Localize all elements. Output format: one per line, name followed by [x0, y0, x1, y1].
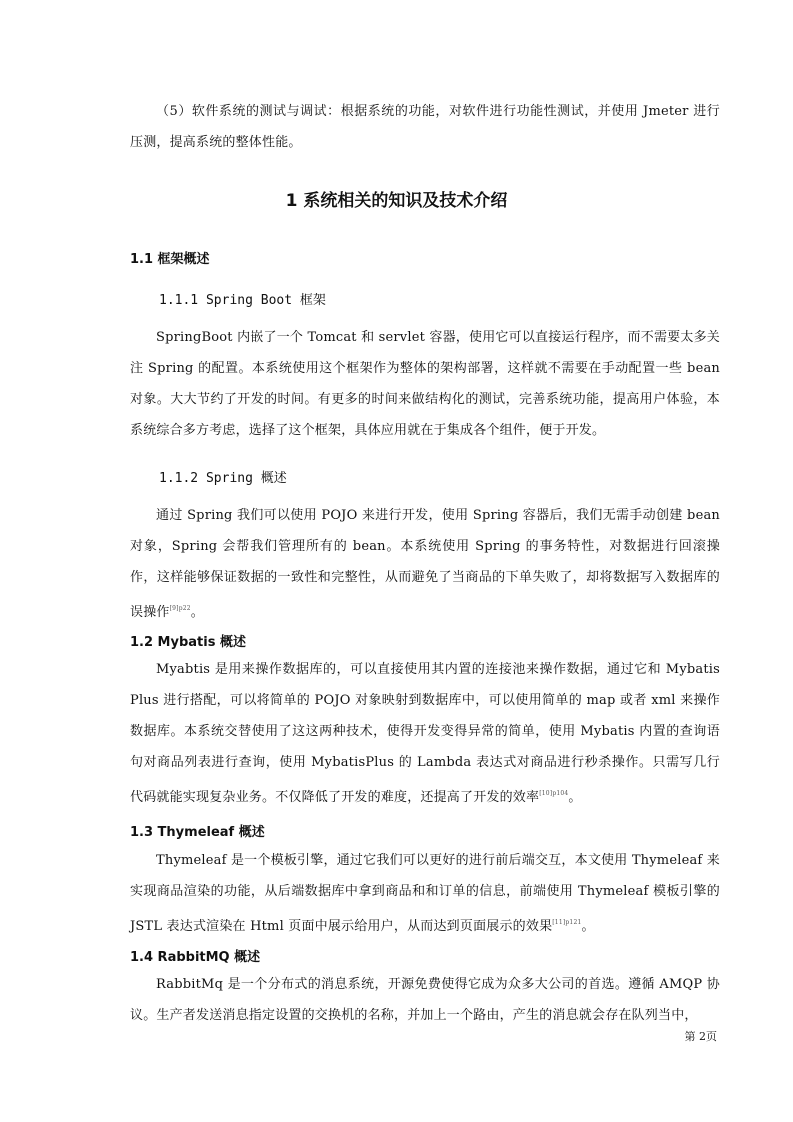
section-1-2-end: 。 [568, 790, 582, 805]
section-1-3-heading: 1.3 Thymeleaf 概述 [130, 825, 265, 840]
citation-10: [10]p104 [539, 790, 569, 797]
section-1-1-2-end: 。 [190, 605, 204, 620]
section-1-3-text: Thymeleaf 是一个模板引擎，通过它我们可以更好的进行前后端交互，本文使用 Thymeleaf 来实现商品渲染的功能，从后端数据库中拿到商品和和订单的信息，前端使用 Thymeleaf 模板引擎的 JSTL 表达式渲染在 Html 页面中展示给用户，从而达到页面展示的效果 [130, 853, 720, 934]
citation-9: [9]p22 [169, 605, 191, 612]
section-1-2-heading: 1.2 Mybatis 概述 [130, 635, 246, 650]
intro-paragraph: （5）软件系统的测试与调试：根据系统的功能，对软件进行功能性测试，并使用 Jmeter 进行压测，提高系统的整体性能。 [130, 104, 720, 150]
section-1-1-2-text: 通过 Spring 我们可以使用 POJO 来进行开发，使用 Spring 容器后，我们无需手动创建 bean 对象，Spring 会帮我们管理所有的 bean。本系统使用 Spring 的事务特性，对数据进行回滚操作，这样能够保证数据的一致性和完整性，从而避免了当商品的下单失败了，却将数据写入数据库的误操作 [130, 508, 720, 620]
citation-11: [11]p121 [552, 919, 582, 926]
section-1-1-2-paragraph [130, 500, 720, 628]
section-1-1-1-heading: 1.1.1 Spring Boot 框架 [159, 293, 326, 308]
section-1-4-heading: 1.4 RabbitMQ 概述 [130, 950, 261, 965]
page-number: 第 2页 [684, 1030, 717, 1043]
section-1-3-end: 。 [581, 919, 595, 934]
section-1-2-paragraph [130, 654, 720, 813]
chapter-title: 1 系统相关的知识及技术介绍 [285, 191, 508, 211]
section-1-1-heading: 1.1 框架概述 [130, 252, 210, 267]
section-1-2-text: Myabtis 是用来操作数据库的，可以直接使用其内置的连接池来操作数据，通过它和 Mybatis Plus 进行搭配，可以将简单的 POJO 对象映射到数据库中，可以使用简单的 map 或者 xml 来操作数据库。本系统交替使用了这这两种技术，使得开发变得异常的简单，使用 Mybatis 内置的查询语句对商品列表进行查询，使用 MybatisPlus 的 Lambda 表达式对商品进行秒杀操作。只需写几行代码就能实现复杂业务。不仅降低了开发的难度，还提高了开发的效率 [130, 662, 720, 805]
section-1-1-1-paragraph: SpringBoot 内嵌了一个 Tomcat 和 servlet 容器，使用它可以直接运行程序，而不需要太多关注 Spring 的配置。本系统使用这个框架作为整体的架构部署，这样就不需要在手动配置一些 bean 对象。大大节约了开发的时间。有更多的时间来做结构化的测试，完善系统功能，提高用户体验，本系统综合多方考虑，选择了这个框架，具体应用就在于集成各个组件，便于开发。 [130, 330, 720, 438]
section-1-3-paragraph [130, 845, 720, 942]
section-1-1-2-heading: 1.1.2 Spring 概述 [159, 471, 287, 486]
section-1-4-paragraph: RabbitMq 是一个分布式的消息系统，开源免费使得它成为众多大公司的首选。遵循 AMQP 协议。生产者发送消息指定设置的交换机的名称，并加上一个路由，产生的消息就会存在队列当中， [130, 977, 720, 1023]
